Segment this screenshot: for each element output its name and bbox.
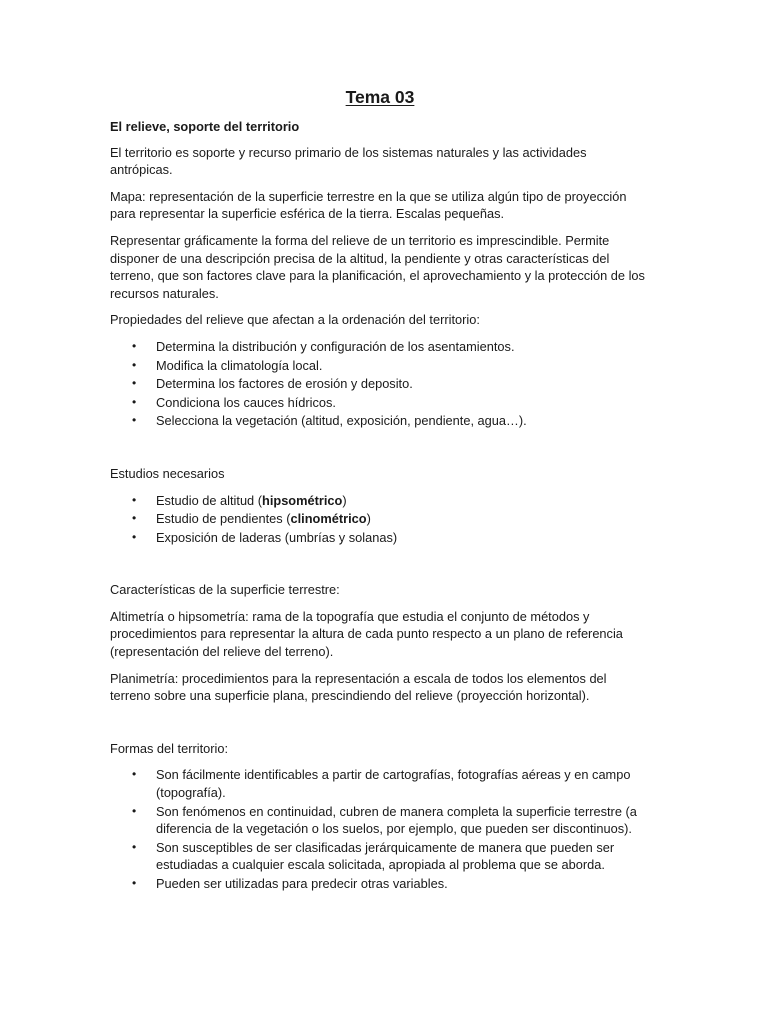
list-item: • Determina la distribución y configuración de los asentamientos.	[132, 338, 515, 354]
bullet-icon: •	[132, 376, 137, 391]
estudios-heading: Estudios necesarios	[110, 465, 225, 481]
planimetria-paragraph: Planimetría: procedimientos para la representación a escala de todos los elementos del terreno sobre una superficie plana, prescindiendo del relieve (proyección horizontal).	[110, 670, 607, 704]
list-item: • Estudio de pendientes (clinométrico)	[132, 511, 371, 527]
list-item: • Exposición de laderas (umbrías y solanas)	[132, 529, 398, 545]
list-item: • Condiciona los cauces hídricos.	[132, 394, 336, 410]
bullet-icon: •	[132, 839, 137, 854]
bullet-icon: •	[132, 803, 137, 818]
bullet-icon: •	[132, 394, 137, 409]
list-item: • Son fenómenos en continuidad, cubren de manera completa la superficie terrestre (a diferencia de la vegetación o los suelos, por ejemplo, que pueden ser discontinuos).	[132, 803, 637, 837]
bullet-icon: •	[132, 492, 137, 507]
list-item: • Selecciona la vegetación (altitud, exposición, pendiente, agua…).	[132, 413, 527, 429]
list-item: • Modifica la climatología local.	[132, 357, 323, 373]
bullet-icon: •	[132, 511, 137, 526]
propiedades-heading: Propiedades del relieve que afectan a la ordenación del territorio:	[110, 312, 480, 328]
propiedades-list	[110, 338, 650, 430]
intro-paragraph: El territorio es soporte y recurso primario de los sistemas naturales y las actividades antrópicas.	[110, 144, 587, 178]
caracteristicas-heading: Características de la superficie terrestre:	[110, 582, 340, 598]
formas-list	[110, 766, 650, 892]
list-item: • Pueden ser utilizadas para predecir otras variables.	[132, 876, 448, 891]
bullet-icon: •	[132, 357, 137, 372]
spacer	[110, 439, 650, 465]
bullet-icon: •	[132, 338, 137, 353]
list-item: • Determina los factores de erosión y deposito.	[132, 376, 413, 392]
document-page	[110, 86, 650, 902]
altimetria-paragraph: Altimetría o hipsometría: rama de la topografía que estudia el conjunto de métodos y procedimientos para representar la altura de cada punto respecto a un plano de referencia (representación del relieve del terreno).	[110, 608, 623, 660]
formas-heading: Formas del territorio:	[110, 740, 229, 756]
estudios-list	[110, 492, 650, 547]
bullet-icon: •	[132, 876, 137, 890]
mapa-paragraph: Mapa: representación de la superficie terrestre en la que se utiliza algún tipo de proyección para representar la superficie esférica de la tierra. Escalas pequeñas.	[110, 188, 627, 222]
bullet-icon: •	[132, 529, 137, 544]
spacer	[110, 714, 650, 740]
page-title: Tema 03	[345, 87, 415, 107]
spacer	[110, 555, 650, 581]
list-item: • Estudio de altitud (hipsométrico)	[132, 492, 347, 508]
section-subtitle: El relieve, soporte del territorio	[110, 119, 300, 134]
list-item: • Son susceptibles de ser clasificadas jerárquicamente de manera que pueden ser estudiadas a cualquier escala solicitada, apropiada al problema que se aborda.	[132, 839, 615, 873]
representar-paragraph: Representar gráficamente la forma del relieve de un territorio es imprescindible. Permite disponer de una descripción precisa de la altitud, la pendiente y otras características del terreno, que son factores clave para la planificación, el aprovechamiento y la protección de los recursos naturales.	[110, 232, 645, 301]
bullet-icon: •	[132, 413, 137, 428]
list-item: • Son fácilmente identificables a partir de cartografías, fotografías aéreas y en campo (topografía).	[132, 767, 631, 801]
bullet-icon: •	[132, 767, 137, 782]
